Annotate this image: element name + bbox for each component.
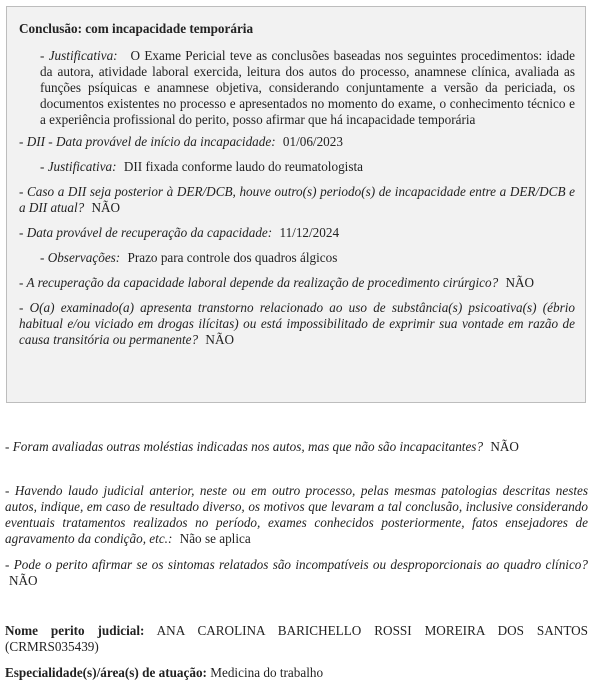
cirurgico-value: NÃO: [505, 275, 535, 290]
posterior-label: - Caso a DII seja posterior à DER/DCB, houve outro(s) periodo(s) de incapacidade entre a DER/DCB e a DII atual?: [19, 184, 575, 215]
substancia-value: NÃO: [205, 332, 234, 347]
outras-molestias-label: - Foram avaliadas outras moléstias indicadas nos autos, mas que não são incapacitantes?: [5, 439, 484, 454]
justificativa-paragraph: [19, 48, 575, 128]
dii-question: [19, 134, 575, 150]
outras-molestias-question: [5, 439, 588, 455]
laudo-anterior-label: - Havendo laudo judicial anterior, neste ou em outro processo, pelas mesmas patologias descritas nestes autos, indique, em caso de resultado diverso, os motivos que levaram a tal conclusão, inclusive considerando eventuais tratamentos realizados no período, exames conhecidos posteriormente, fatos ensejadores de agravamento da condição, etc.:: [5, 483, 588, 546]
dii-label: - DII - Data provável de início da incapacidade:: [19, 134, 276, 149]
dii-justificativa: [19, 159, 575, 175]
dii-justificativa-label: - Justificativa:: [40, 159, 117, 174]
recuperacao-label: - Data provável de recuperação da capacidade:: [19, 225, 273, 240]
justificativa-text: O Exame Pericial teve as conclusões baseadas nos seguintes procedimentos: idade da autora, atividade laboral exercida, leitura dos autos do processo, anamnese clínica, avaliada as funções psíquicas e anamnese objetiva, considerando conjuntamente a versão da periciada, os documentos existentes no processo e apresentados no momento do exame, o conhecimento técnico e a experiência profissional do perito, posso afirmar que há incapacidade temporária: [40, 48, 576, 127]
observacoes-label: - Observações:: [40, 250, 121, 265]
observacoes: [19, 250, 575, 266]
especialidade-line: [5, 665, 588, 681]
laudo-anterior-question: [5, 483, 588, 547]
posterior-question: [19, 184, 575, 216]
conclusion-box: [6, 6, 586, 403]
dii-value: 01/06/2023: [282, 134, 343, 149]
observacoes-value: Prazo para controle dos quadros álgicos: [127, 250, 338, 265]
cirurgico-label: - A recuperação da capacidade laboral depende da realização de procedimento cirúrgico?: [19, 275, 499, 290]
cirurgico-question: [19, 275, 575, 291]
conclusion-heading: Conclusão: com incapacidade temporária: [19, 21, 254, 36]
perito-name-line: [5, 623, 588, 655]
substancia-question: [19, 300, 575, 348]
justificativa-label: - Justificativa:: [40, 48, 118, 63]
recuperacao-question: [19, 225, 575, 241]
laudo-anterior-value: Não se aplica: [179, 531, 251, 546]
sintomas-value: NÃO: [9, 573, 38, 588]
perito-name-value: ANA CAROLINA BARICHELLO ROSSI MOREIRA DOS SANTOS (CRMRS035439): [5, 623, 588, 654]
recuperacao-value: 11/12/2024: [279, 225, 340, 240]
outras-molestias-value: NÃO: [490, 439, 519, 454]
dii-justificativa-value: DII fixada conforme laudo do reumatologista: [123, 159, 363, 174]
sintomas-label: - Pode o perito afirmar se os sintomas relatados são incompatíveis ou desproporcionais ao quadro clínico?: [5, 557, 588, 572]
especialidade-value: Medicina do trabalho: [210, 665, 324, 680]
substancia-label: - O(a) examinado(a) apresenta transtorno relacionado ao uso de substância(s) psicoativa(s) (ébrio habitual e/ou viciado em drogas ilícitas) ou está impossibilitado de exprimir sua vontade em razão de causa transitória ou permanente?: [19, 300, 575, 347]
especialidade-label: Especialidade(s)/área(s) de atuação:: [5, 665, 207, 680]
perito-name-label: Nome perito judicial:: [5, 623, 145, 638]
sintomas-question: [5, 557, 588, 589]
posterior-value: NÃO: [91, 200, 121, 215]
